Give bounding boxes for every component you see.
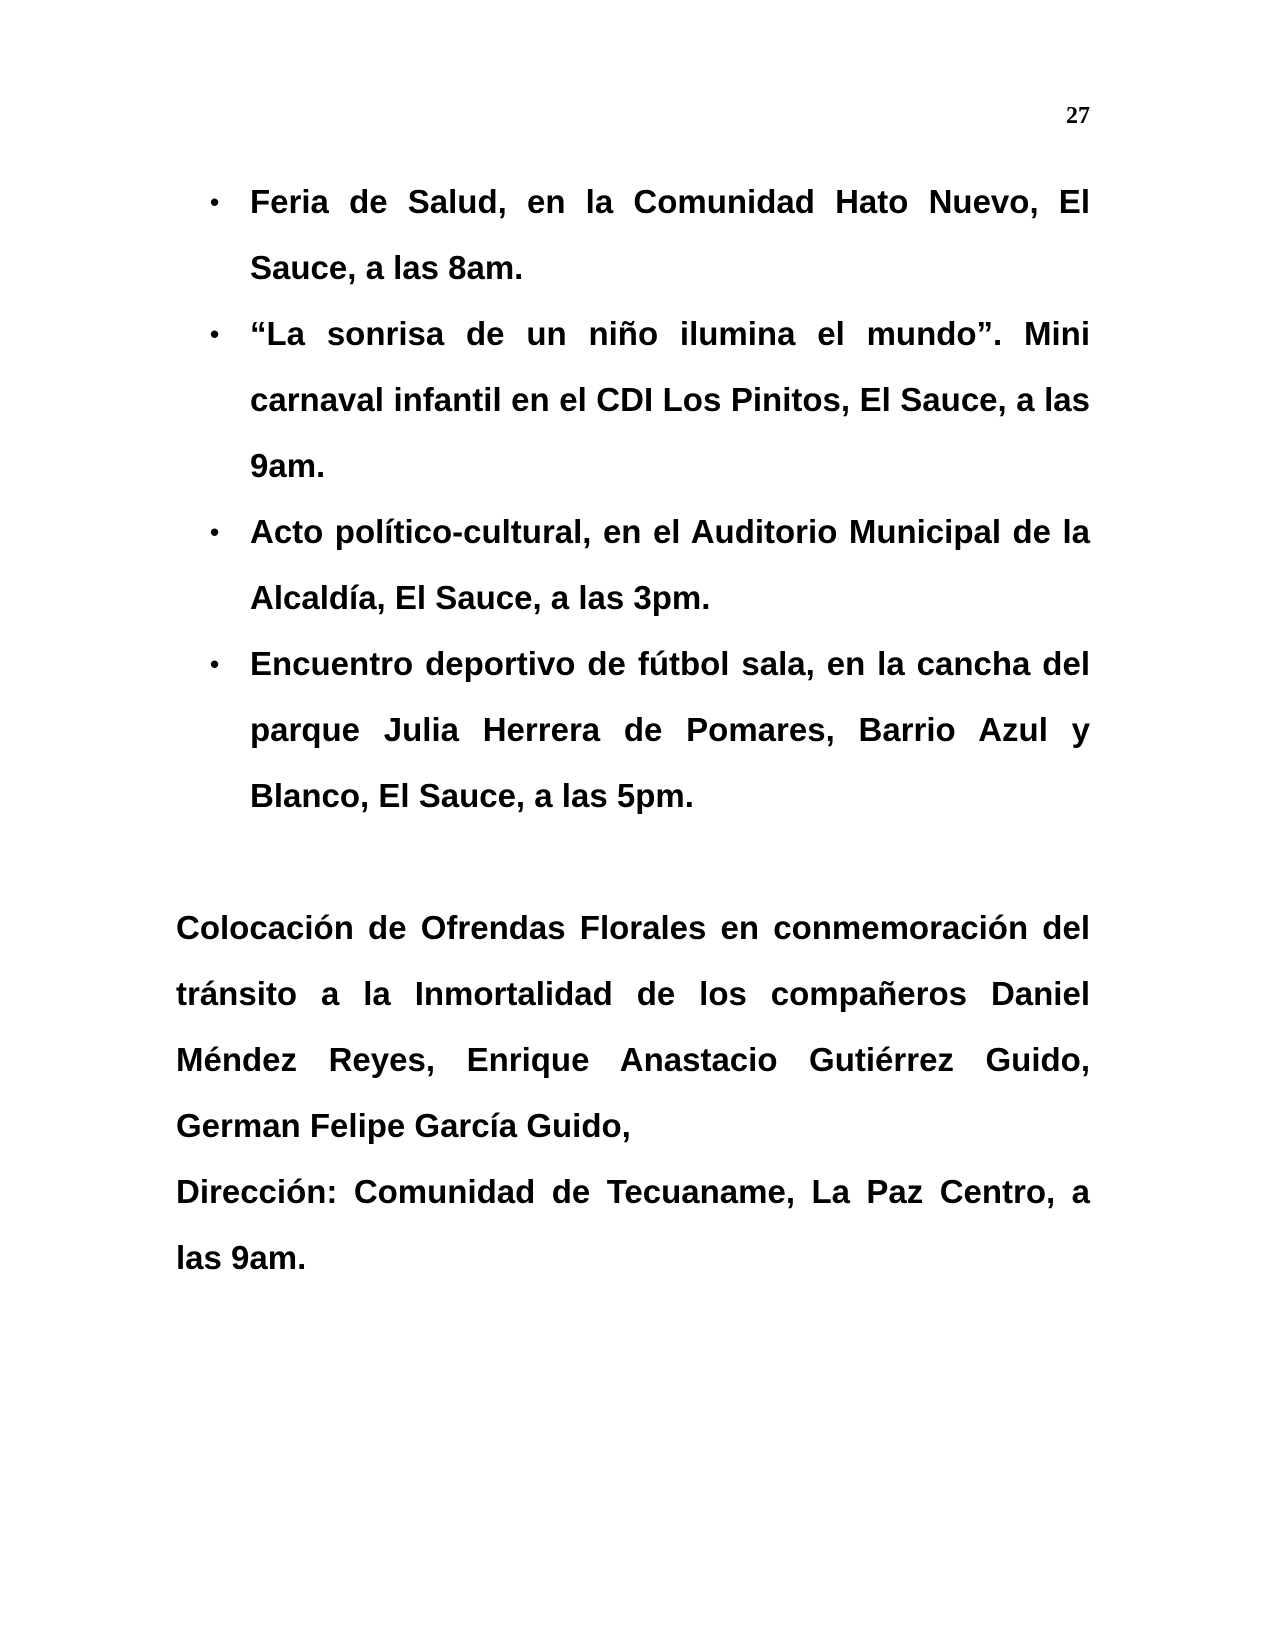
event-list-item: [210, 169, 1090, 301]
event-list-item: [210, 301, 1090, 499]
event-text: Encuentro deportivo de fútbol sala, en la cancha del parque Julia Herrera de Pomares, Barrio Azul y Blanco, El Sauce, a las 5pm.: [250, 645, 1090, 814]
event-text: Acto político-cultural, en el Auditorio Municipal de la Alcaldía, El Sauce, a las 3pm.: [250, 513, 1090, 616]
floral-offering-section: [176, 895, 1090, 1291]
floral-offering-paragraph: Colocación de Ofrendas Florales en conmemoración del tránsito a la Inmortalidad de los compañeros Daniel Méndez Reyes, Enrique Anastacio Gutiérrez Guido, German Felipe García Guido,: [176, 909, 1090, 1144]
page-content: [176, 169, 1090, 1291]
event-text: Feria de Salud, en la Comunidad Hato Nuevo, El Sauce, a las 8am.: [250, 183, 1090, 286]
bullet-icon: •: [210, 649, 220, 679]
event-text: “La sonrisa de un niño ilumina el mundo”. Mini carnaval infantil en el CDI Los Pinitos, El Sauce, a las 9am.: [250, 315, 1090, 484]
address-paragraph: Dirección: Comunidad de Tecuaname, La Paz Centro, a las 9am.: [176, 1173, 1090, 1276]
bullet-icon: •: [210, 517, 220, 547]
event-list: [176, 169, 1090, 829]
page-number: 27: [1066, 103, 1090, 129]
bullet-icon: •: [210, 319, 220, 349]
bullet-icon: •: [210, 187, 220, 217]
event-list-item: [210, 499, 1090, 631]
event-list-item: [210, 631, 1090, 829]
